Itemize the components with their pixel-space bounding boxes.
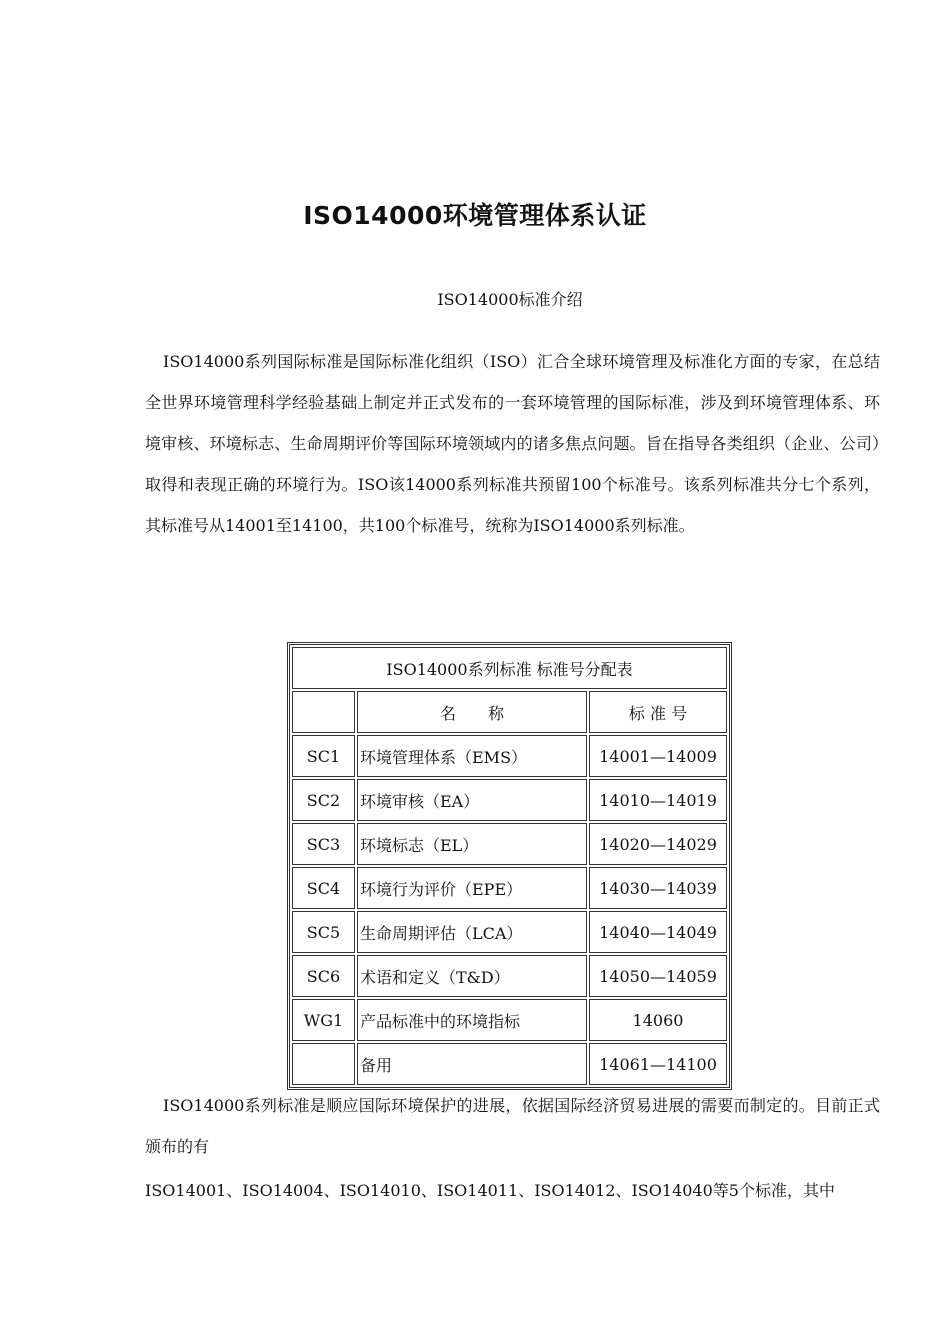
section-heading: ISO14000标准介绍 <box>437 290 583 309</box>
table-row <box>292 735 727 777</box>
table-row <box>292 867 727 909</box>
table-row <box>292 955 727 997</box>
header-name-cell: 名 称 <box>357 691 587 733</box>
row-code: SC6 <box>292 955 355 997</box>
row-number: 14061—14100 <box>589 1043 727 1085</box>
row-number: 14001—14009 <box>589 735 727 777</box>
row-number: 14040—14049 <box>589 911 727 953</box>
header-code-cell <box>292 691 355 733</box>
row-number: 14030—14039 <box>589 867 727 909</box>
row-code: WG1 <box>292 999 355 1041</box>
table-row <box>292 911 727 953</box>
body-paragraph: ISO14000系列标准是顺应国际环境保护的进展，依据国际经济贸易进展的需要而制定的。目前正式颁布的有 <box>145 1096 880 1156</box>
row-code: SC2 <box>292 779 355 821</box>
row-name: 备用 <box>357 1043 587 1085</box>
row-name: 环境行为评价（EPE） <box>357 867 587 909</box>
row-code: SC3 <box>292 823 355 865</box>
table-row <box>292 1043 727 1085</box>
table-caption: ISO14000系列标准 标准号分配表 <box>292 647 727 689</box>
row-code: SC1 <box>292 735 355 777</box>
row-name: 产品标准中的环境指标 <box>357 999 587 1041</box>
row-code: SC4 <box>292 867 355 909</box>
row-name: 环境审核（EA） <box>357 779 587 821</box>
table-row <box>292 779 727 821</box>
table-caption-row <box>292 647 727 689</box>
row-name: 术语和定义（T&D） <box>357 955 587 997</box>
row-code: SC5 <box>292 911 355 953</box>
header-number-cell: 标 准 号 <box>589 691 727 733</box>
table-row <box>292 823 727 865</box>
row-number: 14020—14029 <box>589 823 727 865</box>
row-number: 14010—14019 <box>589 779 727 821</box>
standards-list-line: ISO14001、ISO14004、ISO14010、ISO14011、ISO14012、ISO14040等5个标准，其中 <box>145 1181 835 1200</box>
row-name: 环境标志（EL） <box>357 823 587 865</box>
row-name: 生命周期评估（LCA） <box>357 911 587 953</box>
row-code <box>292 1043 355 1085</box>
row-number: 14060 <box>589 999 727 1041</box>
row-number: 14050—14059 <box>589 955 727 997</box>
intro-paragraph: ISO14000系列国际标准是国际标准化组织（ISO）汇合全球环境管理及标准化方面的专家，在总结全世界环境管理科学经验基础上制定并正式发布的一套环境管理的国际标准，涉及到环境管理体系、环境审核、环境标志、生命周期评价等国际环境领域内的诸多焦点问题。旨在指导各类组织（企业、公司）取得和表现正确的环境行为。ISO该14000系列标准共预留100个标准号。该系列标准共分七个系列，其标准号从14001至14100，共100个标准号，统称为ISO14000系列标准。 <box>145 352 880 535</box>
table-row <box>292 999 727 1041</box>
table-header-row <box>292 691 727 733</box>
standard-number-table <box>287 642 732 1090</box>
row-name: 环境管理体系（EMS） <box>357 735 587 777</box>
document-title: ISO14000环境管理体系认证 <box>303 201 647 230</box>
